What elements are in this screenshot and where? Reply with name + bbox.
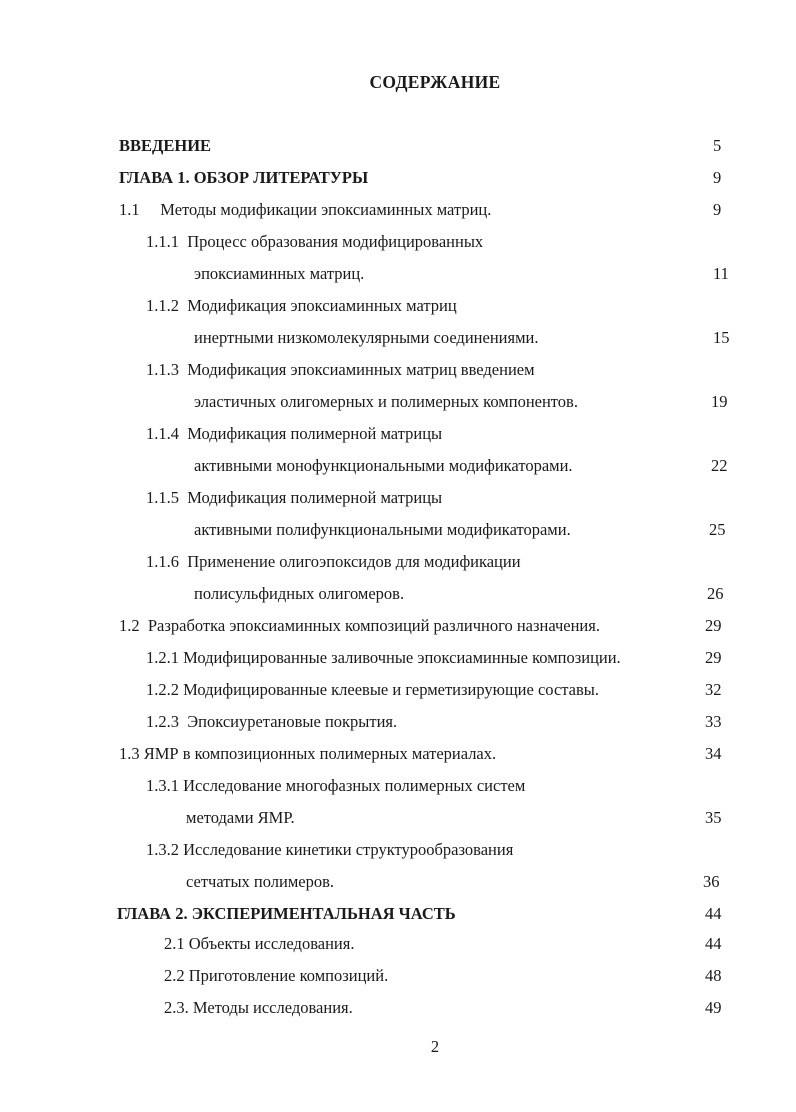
toc-entry-text: методами ЯМР. xyxy=(186,808,295,827)
toc-entry-page: 5 xyxy=(713,136,722,155)
toc-entry-text: активными монофункциональными модификаторами. xyxy=(194,456,573,475)
toc-entry-text: 2.1 Объекты исследования. xyxy=(164,934,355,953)
toc-entry-text: активными полифункциональными модификаторами. xyxy=(194,520,571,539)
toc-entry-text: 1.1.6 Применение олигоэпоксидов для модификации xyxy=(146,552,521,571)
toc-entry-text: сетчатых полимеров. xyxy=(186,872,335,891)
toc-entry-text: эпоксиаминных матриц. xyxy=(194,264,365,283)
toc-entry-text: полисульфидных олигомеров. xyxy=(194,584,405,603)
toc-entry-text: инертными низкомолекулярными соединениями. xyxy=(194,328,539,347)
toc-entry-text: ВВЕДЕНИЕ xyxy=(119,136,212,155)
toc-entry-page: 49 xyxy=(705,998,722,1017)
page-number: 2 xyxy=(430,1037,440,1056)
toc-entry-page: 26 xyxy=(707,584,724,603)
toc-entry-text: ГЛАВА 2. ЭКСПЕРИМЕНТАЛЬНАЯ ЧАСТЬ xyxy=(117,904,456,923)
toc-entry-page: 44 xyxy=(705,904,722,923)
toc-entry-text: 1.1.2 Модификация эпоксиаминных матриц xyxy=(146,296,457,315)
toc-entry-text: 1.1 Методы модификации эпоксиаминных матриц. xyxy=(119,200,492,219)
toc-entry-page: 34 xyxy=(705,744,722,763)
toc-entry-page: 25 xyxy=(709,520,726,539)
toc-entry-page: 29 xyxy=(705,616,722,635)
toc-entry-page: 19 xyxy=(711,392,728,411)
toc-entry-page: 44 xyxy=(705,934,722,953)
toc-entry-text: 1.3 ЯМР в композиционных полимерных материалах. xyxy=(119,744,497,763)
toc-entry-text: 1.1.1 Процесс образования модифицированных xyxy=(146,232,484,251)
toc-entry-text: 2.3. Методы исследования. xyxy=(164,998,353,1017)
toc-entry-text: 1.3.2 Исследование кинетики структурообразования xyxy=(146,840,514,859)
page-title: СОДЕРЖАНИЕ xyxy=(369,72,501,92)
toc-entry-page: 9 xyxy=(713,168,722,187)
toc-entry-page: 11 xyxy=(713,264,729,283)
toc-entry-text: ГЛАВА 1. ОБЗОР ЛИТЕРАТУРЫ xyxy=(119,168,369,187)
toc-entry-page: 35 xyxy=(705,808,722,827)
toc-entry-text: 1.1.5 Модификация полимерной матрицы xyxy=(146,488,443,507)
toc-entry-page: 15 xyxy=(713,328,730,347)
toc-entry-text: 1.2.3 Эпоксиуретановые покрытия. xyxy=(146,712,398,731)
toc-entry-page: 29 xyxy=(705,648,722,667)
toc-entry-text: 1.1.4 Модификация полимерной матрицы xyxy=(146,424,443,443)
toc-entry-text: 2.2 Приготовление композиций. xyxy=(164,966,389,985)
toc-entry-text: 1.2 Разработка эпоксиаминных композиций различного назначения. xyxy=(119,616,600,635)
toc-entry-text: 1.1.3 Модификация эпоксиаминных матриц введением xyxy=(146,360,535,379)
toc-entry-text: 1.3.1 Исследование многофазных полимерных систем xyxy=(146,776,526,795)
toc-entry-text: эластичных олигомерных и полимерных компонентов. xyxy=(194,392,578,411)
toc-entry-page: 48 xyxy=(705,966,722,985)
toc-entry-page: 36 xyxy=(703,872,720,891)
toc-entry-page: 32 xyxy=(705,680,722,699)
toc-entry-page: 9 xyxy=(713,200,722,219)
toc-entry-page: 22 xyxy=(711,456,728,475)
toc-entry-text: 1.2.2 Модифицированные клеевые и герметизирующие составы. xyxy=(146,680,600,699)
toc-entry-text: 1.2.1 Модифицированные заливочные эпоксиаминные композиции. xyxy=(146,648,621,667)
toc-entry-page: 33 xyxy=(705,712,722,731)
